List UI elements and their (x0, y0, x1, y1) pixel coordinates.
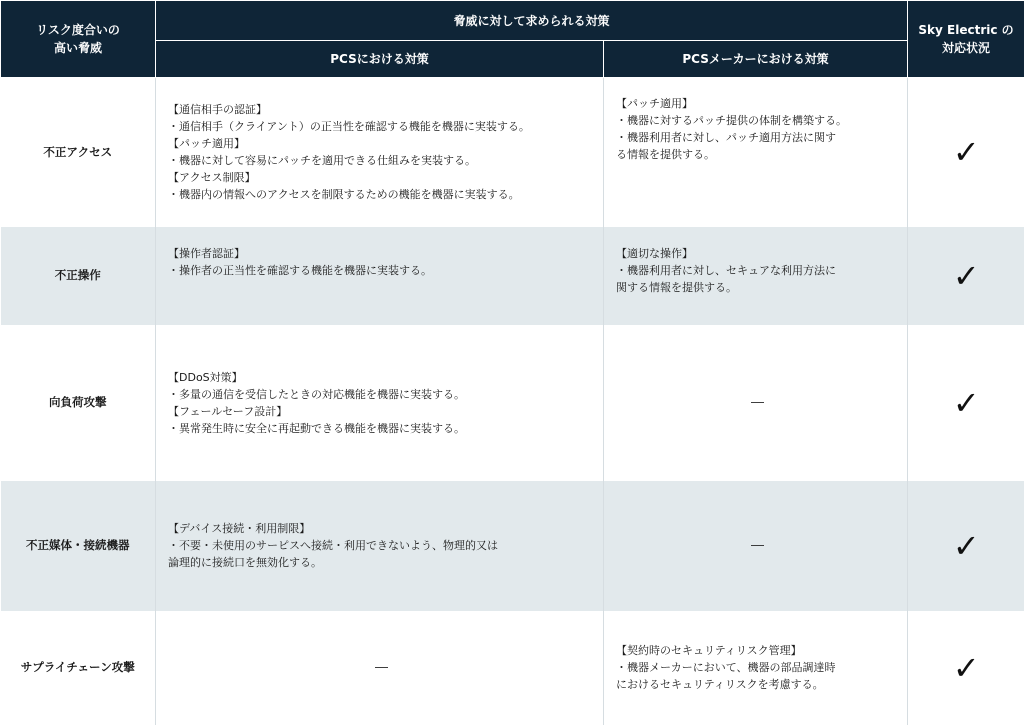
pcs-line: ・異常発生時に安全に再起動できる機能を機器に実装する。 (168, 420, 595, 437)
maker-line: 【契約時のセキュリティリスク管理】 (616, 642, 899, 659)
maker-measures-cell: ― (604, 325, 908, 481)
checkmark-icon: ✓ (953, 527, 980, 565)
pcs-line: ・機器に対して容易にパッチを適用できる仕組みを実装する。 (168, 152, 595, 169)
pcs-line: ・多量の通信を受信したときの対応機能を機器に実装する。 (168, 386, 595, 403)
header-risk (1, 1, 156, 78)
maker-line: におけるセキュリティリスクを考慮する。 (616, 676, 899, 693)
pcs-line: 【操作者認証】 (168, 245, 595, 262)
maker-line: ・機器利用者に対し、パッチ適用方法に関す (616, 129, 899, 146)
table-row (1, 227, 1024, 325)
header-status-line-1: Sky Electric の (909, 21, 1023, 39)
header-row-top (1, 1, 1024, 41)
pcs-line: ・機器内の情報へのアクセスを制限するための機能を機器に実装する。 (168, 186, 595, 203)
pcs-line: 【DDoS対策】 (168, 369, 595, 386)
table-row (1, 78, 1024, 227)
pcs-line: 【デバイス接続・利用制限】 (168, 520, 595, 537)
table-row (1, 325, 1024, 481)
header-measures: 脅威に対して求められる対策 (156, 1, 908, 41)
maker-line: ・機器に対するパッチ提供の体制を構築する。 (616, 112, 899, 129)
pcs-measures-cell (156, 227, 604, 325)
header-maker: PCSメーカーにおける対策 (604, 41, 908, 78)
status-cell (908, 78, 1024, 227)
table-row (1, 481, 1024, 611)
maker-measures-cell (604, 611, 908, 725)
maker-measures-cell: ― (604, 481, 908, 611)
maker-line: 【パッチ適用】 (616, 95, 899, 112)
risk-cell: 向負荷攻撃 (1, 325, 156, 481)
status-cell (908, 611, 1024, 725)
header-risk-line-2: 高い脅威 (2, 39, 154, 57)
pcs-measures-cell (156, 325, 604, 481)
header-risk-line-1: リスク度合いの (2, 21, 154, 39)
risk-cell: 不正媒体・接続機器 (1, 481, 156, 611)
checkmark-icon: ✓ (953, 649, 980, 687)
pcs-measures-cell (156, 481, 604, 611)
table-row (1, 611, 1024, 725)
maker-line: 関する情報を提供する。 (616, 279, 899, 296)
maker-line: ・機器利用者に対し、セキュアな利用方法に (616, 262, 899, 279)
pcs-line: ・不要・未使用のサーピスへ接続・利用できないよう、物理的又は (168, 537, 595, 554)
header-status-line-2: 対応状況 (909, 39, 1023, 57)
maker-line: 【適切な操作】 (616, 245, 899, 262)
status-cell (908, 481, 1024, 611)
checkmark-icon: ✓ (953, 257, 980, 295)
maker-measures-cell (604, 78, 908, 227)
pcs-line: 【パッチ適用】 (168, 135, 595, 152)
risk-cell: 不正アクセス (1, 78, 156, 227)
pcs-line: 【フェールセーフ設計】 (168, 403, 595, 420)
pcs-line: 【アクセス制限】 (168, 169, 595, 186)
pcs-line: 【通信相手の認証】 (168, 101, 595, 118)
maker-measures-cell (604, 227, 908, 325)
pcs-measures-cell: ― (156, 611, 604, 725)
maker-line: ・機器メーカーにおいて、機器の部品調達時 (616, 659, 899, 676)
status-cell (908, 325, 1024, 481)
pcs-measures-cell (156, 78, 604, 227)
pcs-line: ・通信相手（クライアント）の正当性を確認する機能を機器に実装する。 (168, 118, 595, 135)
status-cell (908, 227, 1024, 325)
header-pcs: PCSにおける対策 (156, 41, 604, 78)
maker-line: る情報を提供する。 (616, 146, 899, 163)
header-status (908, 1, 1024, 78)
checkmark-icon: ✓ (953, 133, 980, 171)
risk-cell: 不正操作 (1, 227, 156, 325)
risk-cell: サプライチェーン攻撃 (1, 611, 156, 725)
pcs-line: 論理的に接続口を無効化する。 (168, 554, 595, 571)
pcs-line: ・操作者の正当性を確認する機能を機器に実装する。 (168, 262, 595, 279)
checkmark-icon: ✓ (953, 384, 980, 422)
